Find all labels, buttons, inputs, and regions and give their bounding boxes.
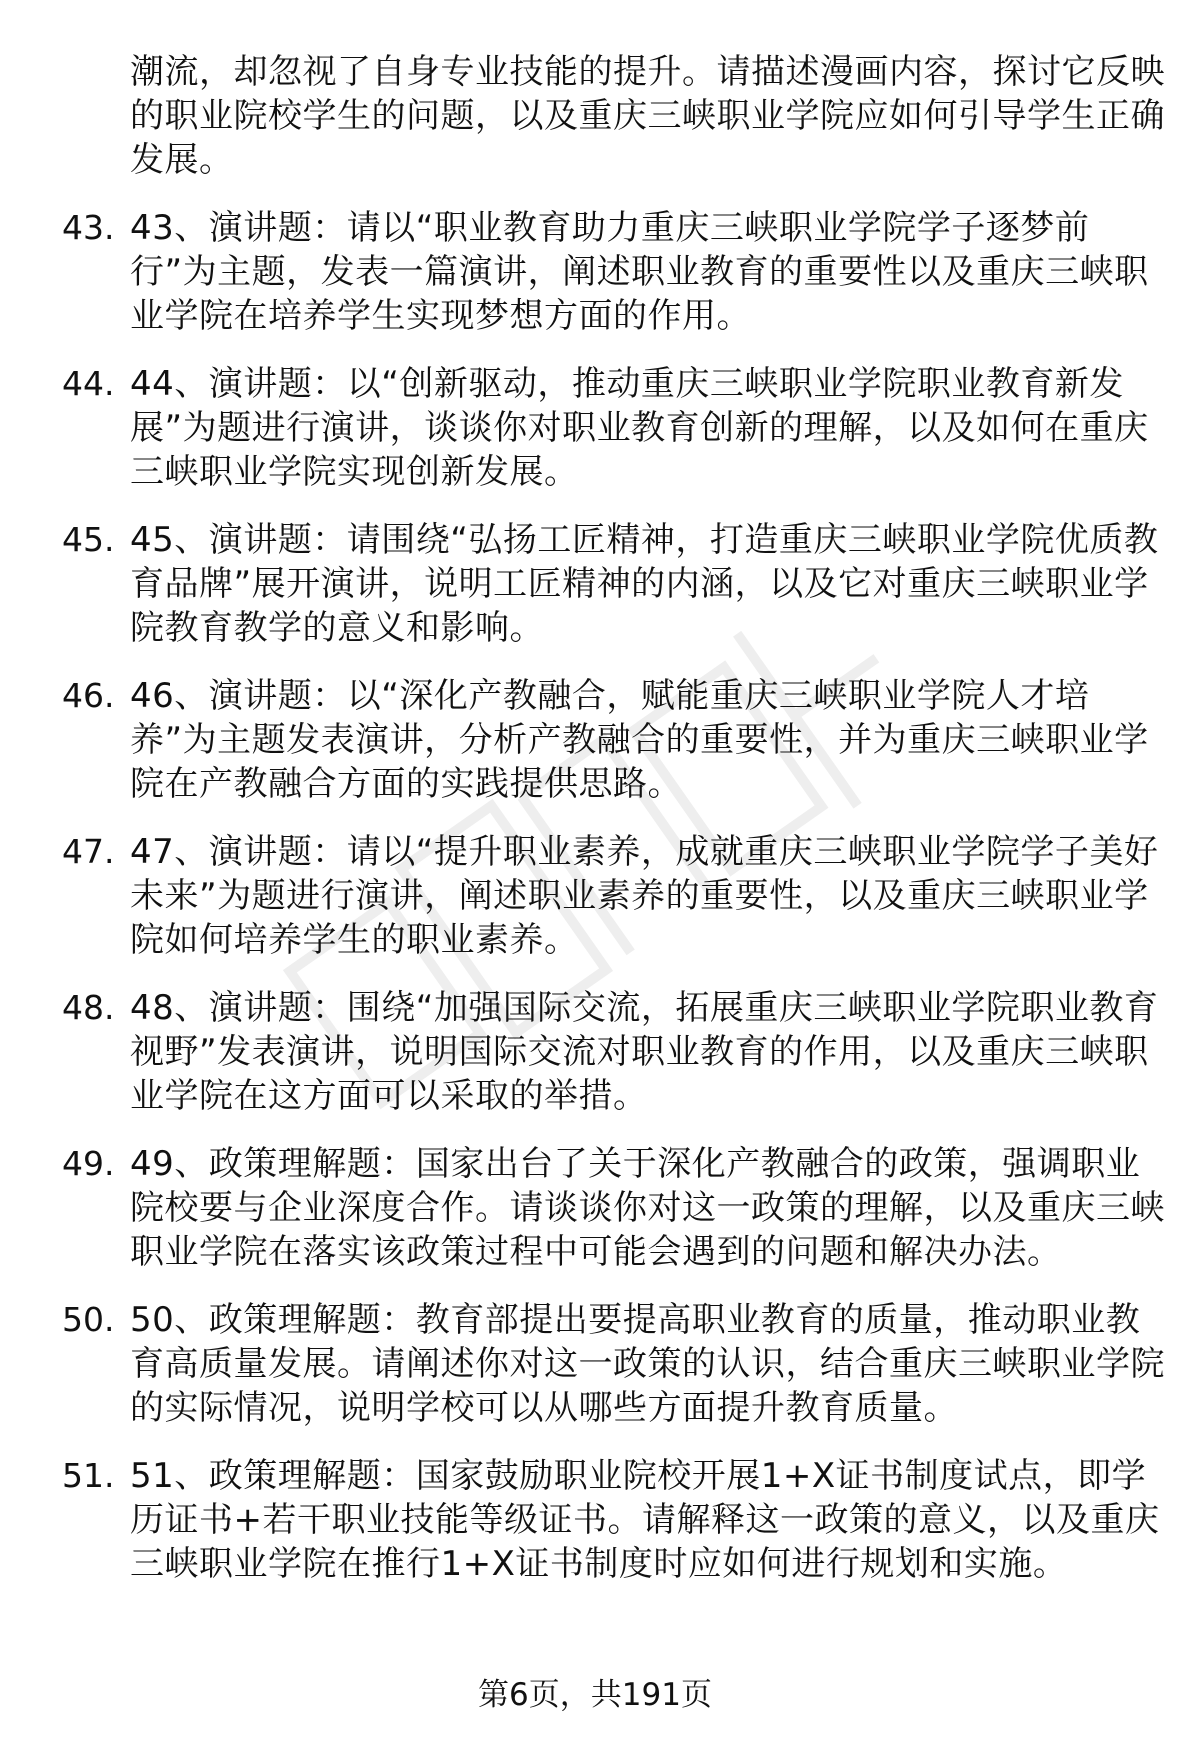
question-number: 48. [62,988,115,1027]
list-item [62,1454,1172,1586]
question-number: 44. [62,364,115,403]
question-text: 45、演讲题：请围绕“弘扬工匠精神，打造重庆三峡职业学院优质教育品牌”展开演讲，说明工匠精神的内涵，以及它对重庆三峡职业学院教育教学的意义和影响。 [130,520,1159,648]
list-item [62,1142,1172,1274]
previous-question-continuation: 潮流，却忽视了自身专业技能的提升。请描述漫画内容，探讨它反映的职业院校学生的问题，以及重庆三峡职业学院应如何引导学生正确发展。 [130,52,1165,180]
question-number: 51. [62,1456,115,1495]
question-text: 43、演讲题：请以“职业教育助力重庆三峡职业学院学子逐梦前行”为主题，发表一篇演讲，阐述职业教育的重要性以及重庆三峡职业学院在培养学生实现梦想方面的作用。 [130,208,1149,336]
list-item [62,206,1172,338]
question-text: 46、演讲题：以“深化产教融合，赋能重庆三峡职业学院人才培养”为主题发表演讲，分析产教融合的重要性，并为重庆三峡职业学院在产教融合方面的实践提供思路。 [130,676,1149,804]
question-text: 48、演讲题：围绕“加强国际交流，拓展重庆三峡职业学院职业教育视野”发表演讲，说明国际交流对职业教育的作用，以及重庆三峡职业学院在这方面可以采取的举措。 [130,988,1159,1116]
page-footer [0,1675,1190,1715]
list-item [62,830,1172,962]
page-number-label: 第6页，共191页 [478,1677,712,1713]
question-text: 47、演讲题：请以“提升职业素养，成就重庆三峡职业学院学子美好未来”为题进行演讲，阐述职业素养的重要性，以及重庆三峡职业学院如何培养学生的职业素养。 [130,832,1159,960]
question-text: 49、政策理解题：国家出台了关于深化产教融合的政策，强调职业院校要与企业深度合作。请谈谈你对这一政策的理解，以及重庆三峡职业学院在落实该政策过程中可能会遇到的问题和解决办法。 [130,1144,1165,1272]
list-item [62,986,1172,1118]
question-number: 50. [62,1300,115,1339]
list-item [62,674,1172,806]
document-body [62,50,1172,1610]
question-list [62,206,1172,1586]
question-number: 47. [62,832,115,871]
question-number: 46. [62,676,115,715]
question-number: 49. [62,1144,115,1183]
question-text: 51、政策理解题：国家鼓励职业院校开展1+X证书制度试点，即学历证书+若干职业技能等级证书。请解释这一政策的意义，以及重庆三峡职业学院在推行1+X证书制度时应如何进行规划和实施。 [130,1456,1160,1584]
list-item [62,1298,1172,1430]
question-text: 44、演讲题：以“创新驱动，推动重庆三峡职业学院职业教育新发展”为题进行演讲，谈谈你对职业教育创新的理解，以及如何在重庆三峡职业学院实现创新发展。 [130,364,1149,492]
question-number: 43. [62,208,115,247]
question-text: 50、政策理解题：教育部提出要提高职业教育的质量，推动职业教育高质量发展。请阐述你对这一政策的认识，结合重庆三峡职业学院的实际情况，说明学校可以从哪些方面提升教育质量。 [130,1300,1165,1428]
list-item [62,518,1172,650]
list-item [62,362,1172,494]
question-number: 45. [62,520,115,559]
